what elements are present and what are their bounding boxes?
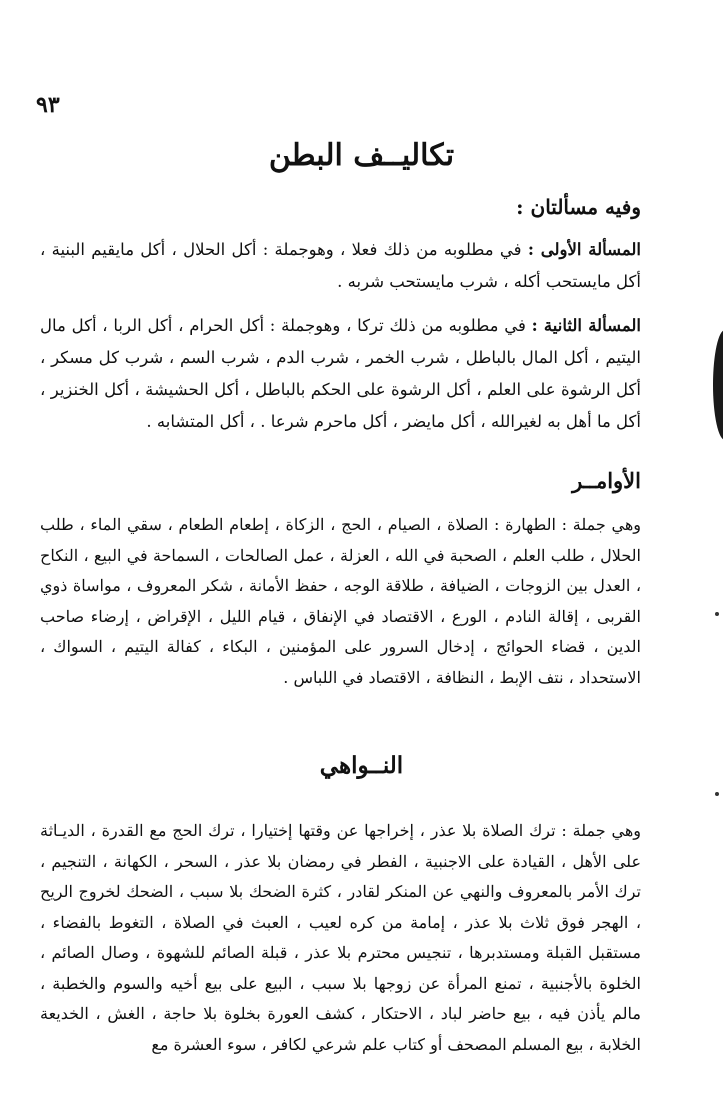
issue-two-text: في مطلوبه من ذلك تركا ، وهوجملة : أكل الحرام ، أكل الربا ، أكل مال اليتيم ، أكل المال بالباطل ، شرب الخمر ، شرب الدم ، شرب السم ، شرب كل مسكر ، أكل الرشوة على العلم ، أكل الرشوة على الحكم بالباطل ، أكل الحشيشة ، أكل الخنزير ، أكل ما أهل به لغيرالله ، أكل مايضر ، أكل ماحرم شرعا . ، أكل المتشابه . (40, 316, 641, 431)
issue-one-text: في مطلوبه من ذلك فعلا ، وهوجملة : أكل الحلال ، أكل مايقيم البنية ، أكل مايستحب أكله ، شرب مايستحب شربه . (40, 240, 641, 291)
page-number: ٩٣ (36, 92, 60, 118)
issue-two-label: المسألة الثانية : (531, 316, 641, 335)
commands-paragraph: وهي جملة : الطهارة : الصلاة ، الصيام ، الحج ، الزكاة ، إطعام الطعام ، سقي الماء ، طلب الحلال ، طلب العلم ، الصحبة في الله ، العزلة ، عمل الصالحات ، السماحة في البيع ، النكاح ، العدل بين الزوجات ، الضيافة ، طلاقة الوجه ، حفظ الأمانة ، شكر المعروف ، مواساة ذوي القربى ، إقالة النادم ، الورع ، الاقتصاد في الإنفاق ، قيام الليل ، الإقراض ، إرضاء صاحب الدين ، قضاء الحوائج ، إدخال السرور على المؤمنين ، البكاء ، كفالة اليتيم ، السواك ، الاستحداد ، نتف الإبط ، النظافة ، الاقتصاد في اللباس . (40, 515, 641, 687)
prohibitions-paragraph: وهي جملة : ترك الصلاة بلا عذر ، إخراجها عن وقتها إختيارا ، ترك الحج مع القدرة ، الديـاثة على الأهل ، القيادة على الاجنبية ، الفطر في رمضان بلا عذر ، السحر ، الكهانة ، التنجيم ، ترك الأمر بالمعروف والنهي عن المنكر لقادر ، كثرة الضحك بلا سبب ، الضحك لخروج الريح ، الهجر فوق ثلاث بلا عذر ، إمامة من كره لعيب ، العبث في الصلاة ، التغوط بالفضاء ، مستقبل القبلة ومستدبرها ، تنجيس محترم بلا عذر ، قبلة الصائم للشهوة ، وصال الصائم ، الخلوة بالأجنبية ، تمنع المرأة عن زوجها بلا سبب ، البيع على بيع أخيه والسوم والخطبة ، مالم يأذن فيه ، بيع حاضر لباد ، الاحتكار ، كشف العورة بخلوة بلا حاجة ، الغش ، الخديعة الخلابة ، بيع المسلم المصحف أو كتاب علم شرعي لكافر ، سوء العشرة مع (40, 821, 641, 1054)
section-intro: وفيه مسألتان : (516, 195, 641, 219)
issue-one-label: المسألة الأولى : (527, 240, 641, 259)
issue-two-paragraph (40, 310, 641, 438)
issue-one-paragraph (40, 234, 641, 298)
binding-edge-shadow (713, 330, 723, 440)
scan-speck (715, 612, 719, 616)
page-title: تكاليــف البطن (268, 138, 455, 173)
prohibitions-heading: النــواهي (319, 752, 404, 779)
scan-speck (715, 792, 719, 796)
commands-heading: الأوامــر (572, 468, 641, 493)
